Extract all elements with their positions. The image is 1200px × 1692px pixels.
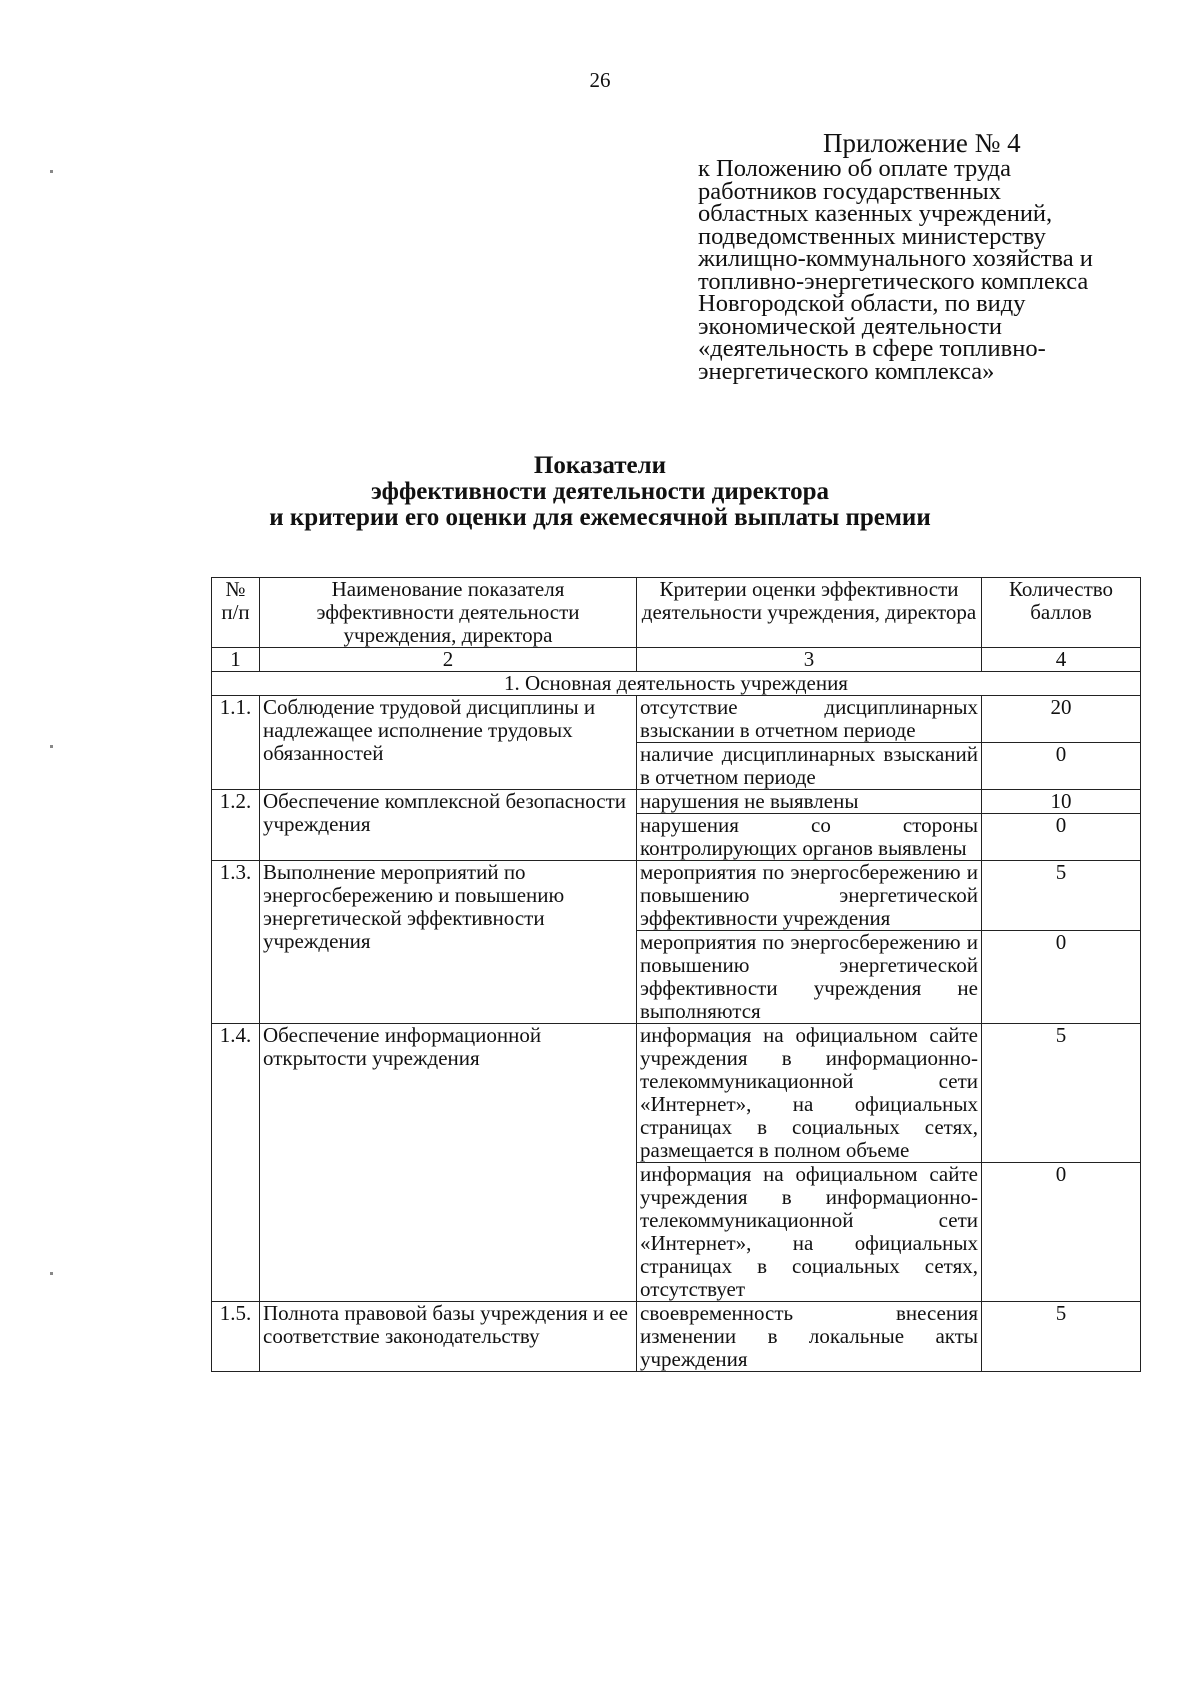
title-line: Показатели (533, 452, 667, 479)
header-num: № п/п (212, 578, 260, 648)
document-title (0, 453, 1200, 531)
criterion-text: нарушения не выявлены (637, 790, 982, 814)
criterion-text: мероприятия по энергосбережению и повышению энергетической эффективности учреждения не выполняются (637, 931, 982, 1024)
title-line: и критерии его оценки для ежемесячной выплаты премии (269, 504, 931, 531)
column-number-row (212, 648, 1141, 672)
header-name: Наименование показателя эффективности деятельности учреждения, директора (260, 578, 637, 648)
indicator-name: Соблюдение трудовой дисциплины и надлежащее исполнение трудовых обязанностей (260, 696, 637, 790)
appendix-block (698, 128, 1168, 383)
table-row (212, 1024, 1141, 1163)
criterion-text: мероприятия по энергосбережению и повышению энергетической эффективности учреждения (637, 861, 982, 931)
appendix-line: к Положению об оплате труда (698, 155, 1011, 182)
criterion-score: 10 (982, 790, 1141, 814)
margin-mark (50, 745, 53, 748)
criterion-text: нарушения со стороны контролирующих органов выявлены (637, 814, 982, 861)
criterion-text: своевременность внесения изменении в локальные акты учреждения (637, 1302, 982, 1372)
row-number: 1.1. (212, 696, 260, 790)
margin-mark (50, 170, 53, 173)
criterion-score: 20 (982, 696, 1141, 743)
appendix-line: экономической деятельности (698, 312, 1003, 340)
title-line: эффективности деятельности директора (370, 478, 829, 505)
criterion-score: 0 (982, 743, 1141, 790)
indicators-table (211, 577, 1141, 1372)
criterion-score: 0 (982, 1163, 1141, 1302)
table-row (212, 861, 1141, 931)
margin-mark (50, 1272, 53, 1275)
criterion-score: 5 (982, 1302, 1141, 1372)
column-number: 2 (260, 648, 637, 672)
appendix-line: «деятельность в сфере топливно- (698, 335, 1046, 362)
criterion-text: информация на официальном сайте учреждения в информационно-телекоммуникационной сети «Интернет», на официальных страницах в социальных сетях, отсутствует (637, 1163, 982, 1302)
section-title: 1. Основная деятельность учреждения (212, 672, 1141, 696)
appendix-line: подведомственных министерству (698, 222, 1046, 250)
appendix-line: Новгородской области, по виду (698, 290, 1026, 317)
criterion-text: информация на официальном сайте учреждения в информационно-телекоммуникационной сети «Интернет», на официальных страницах в социальных сетях, размещается в полном объеме (637, 1024, 982, 1163)
appendix-title: Приложение № 4 (823, 128, 1021, 158)
page-number: 26 (589, 68, 611, 92)
criterion-text: отсутствие дисциплинарных взыскании в отчетном периоде (637, 696, 982, 743)
criterion-score: 5 (982, 1024, 1141, 1163)
appendix-line: энергетического комплекса» (698, 357, 995, 385)
indicator-name: Обеспечение информационной открытости учреждения (260, 1024, 637, 1302)
row-number: 1.3. (212, 861, 260, 1024)
indicator-name: Полнота правовой базы учреждения и ее соответствие законодательству (260, 1302, 637, 1372)
table-row (212, 790, 1141, 814)
header-score: Количество баллов (982, 578, 1141, 648)
row-number: 1.4. (212, 1024, 260, 1302)
column-number: 4 (982, 648, 1141, 672)
appendix-line: работников государственных (698, 177, 1002, 205)
row-number: 1.5. (212, 1302, 260, 1372)
appendix-line: областных казенных учреждений, (698, 200, 1053, 227)
indicator-name: Выполнение мероприятий по энергосбережению и повышению энергетической эффективности учреждения (260, 861, 637, 1024)
column-number: 1 (212, 648, 260, 672)
appendix-line: жилищно-коммунального хозяйства и (698, 245, 1093, 272)
appendix-line: топливно-энергетического комплекса (698, 267, 1089, 295)
indicator-name: Обеспечение комплексной безопасности учреждения (260, 790, 637, 861)
table-row (212, 696, 1141, 743)
criterion-score: 5 (982, 861, 1141, 931)
section-row (212, 672, 1141, 696)
criterion-text: наличие дисциплинарных взысканий в отчетном периоде (637, 743, 982, 790)
column-number: 3 (637, 648, 982, 672)
header-criteria: Критерии оценки эффективности деятельности учреждения, директора (637, 578, 982, 648)
row-number: 1.2. (212, 790, 260, 861)
criterion-score: 0 (982, 814, 1141, 861)
criterion-score: 0 (982, 931, 1141, 1024)
table-row (212, 1302, 1141, 1372)
table-header-row (212, 578, 1141, 648)
